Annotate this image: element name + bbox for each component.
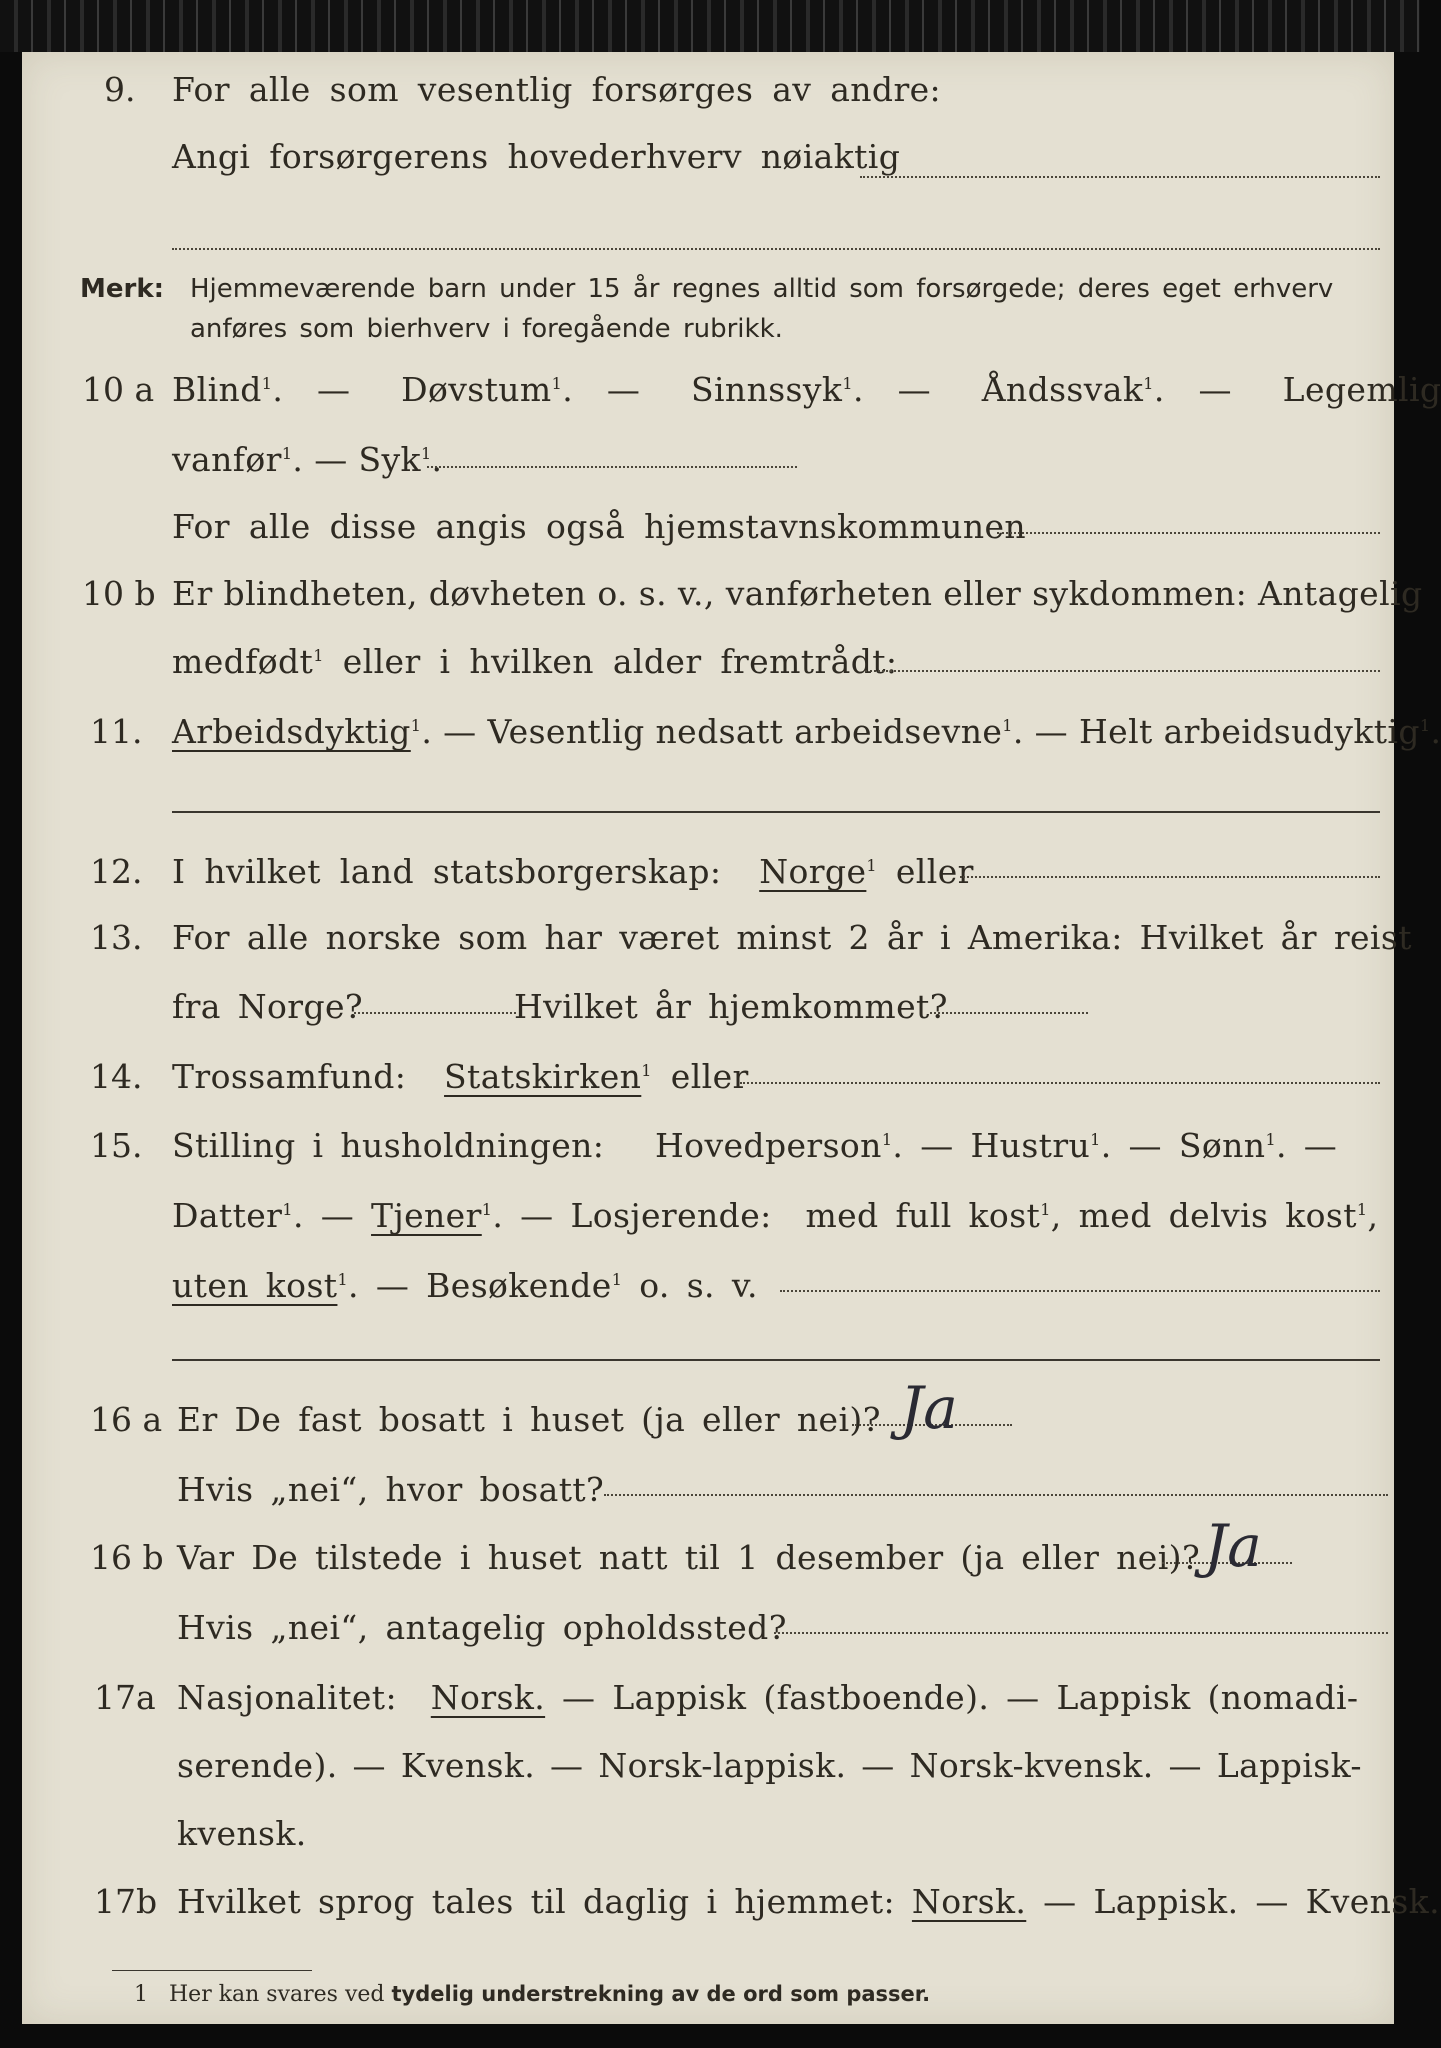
option-lappisk-nomadiserende[interactable]: Lappisk (nomadi- [1056,1678,1359,1717]
q9-line1: For alle som vesentlig forsørges av andre: [172,70,942,109]
option-sonn[interactable]: Sønn [1178,1126,1266,1165]
q16b-location-line[interactable] [774,1632,1388,1634]
option-vanfor[interactable]: vanfør [172,440,282,479]
q17a-line3: kvensk. [177,1814,307,1853]
q17a-line2: serende). — Kvensk. — Norsk-lappisk. — Norsk-kvensk. — Lappisk- [177,1746,1362,1785]
q13-year-returned-line[interactable] [930,1012,1088,1014]
q10a-number: 10 a [82,370,155,409]
q10a-line3: For alle disse angis også hjemstavnskommunen [172,507,1027,546]
footnote-mark: 1 [134,1982,148,2007]
q12-answer-line[interactable] [960,876,1380,878]
q12-number: 12. [90,852,143,891]
option-norsk-kvensk[interactable]: Norsk-kvensk. [909,1746,1154,1785]
q13-line1: For alle norske som har været minst 2 år i Amerika: Hvilket år reist [172,918,1412,957]
footnote: 1 Her kan svares ved tydelig understrekning av de ord som passer. [134,1982,931,2007]
q16b-line1: Var De tilstede i huset natt til 1 desember (ja eller nei)? [177,1538,1201,1577]
q15-number: 15. [90,1126,143,1165]
option-arbeidsudyktig[interactable]: Helt arbeidsudyktig [1078,712,1420,751]
q16b-line2: Hvis „nei“, antagelig opholdssted? [177,1608,787,1647]
option-norsk[interactable]: Norsk. [430,1678,546,1717]
q9-answer-line-2[interactable] [172,248,1380,250]
option-blind[interactable]: Blind [172,370,262,409]
merk-label: Merk: [80,274,165,304]
option-tjener[interactable]: Tjener [371,1196,482,1235]
q16b-handwritten-answer[interactable]: Ja [1204,1512,1262,1580]
q15-line1: Stilling i husholdningen: Hovedperson$^1$. — Hustru$^1$. — Sønn$^1$. — [172,1126,1338,1165]
q15-answer-line[interactable] [780,1290,1380,1292]
option-besokende[interactable]: Besøkende [426,1266,612,1305]
q11-rule [172,811,1380,813]
option-datter[interactable]: Datter [172,1196,283,1235]
option-hustru[interactable]: Hustru [970,1126,1091,1165]
option-legemlig[interactable]: Legemlig [1282,370,1441,409]
q10b-answer-line[interactable] [865,670,1380,672]
q16a-number: 16 a [90,1400,163,1439]
q13-year-left-line[interactable] [354,1012,516,1014]
q15-line2: Datter$^1$. — Tjener$^1$. — Losjerende: med full kost$^1$, med delvis kost$^1$, [172,1196,1379,1235]
footnote-emphasis: tydelig understrekning av de ord som passer. [391,1982,931,2006]
option-medfodt[interactable]: medfødt [172,642,314,681]
q17b-line: Hvilket sprog tales til daglig i hjemmet: Norsk. — Lappisk. — Kvensk. [177,1882,1440,1921]
q16a-line1: Er De fast bosatt i huset (ja eller nei)? [177,1400,881,1439]
q16b-number: 16 b [90,1538,164,1577]
option-sprog-kvensk[interactable]: Kvensk. [1305,1882,1440,1921]
q17a-number: 17a [94,1678,156,1717]
option-sprog-norsk[interactable]: Norsk. [911,1882,1027,1921]
q14-number: 14. [90,1057,143,1096]
option-norge[interactable]: Norge [759,852,867,891]
merk-line2: anføres som bierhverv i foregående rubrikk. [190,314,783,344]
footnote-rule [112,1970,312,1971]
q10a-answer-line[interactable] [427,466,797,468]
option-lappisk-fastboende[interactable]: Lappisk (fastboende). [612,1678,990,1717]
option-nedsatt-arbeidsevne[interactable]: Vesentlig nedsatt arbeidsevne [487,712,1003,751]
q10b-line2: medfødt$^1$ eller i hvilken alder fremtrådt: [172,642,898,681]
q10b-line1: Er blindheten, døvheten o. s. v., vanførheten eller sykdommen: Antagelig [172,574,1423,613]
q10a-hometown-line[interactable] [997,532,1380,534]
q10b-number: 10 b [82,574,156,613]
option-dovstum[interactable]: Døvstum [401,370,552,409]
option-statskirken[interactable]: Statskirken [444,1057,642,1096]
q11-number: 11. [90,712,143,751]
option-hovedperson[interactable]: Hovedperson [655,1126,882,1165]
option-kvensk[interactable]: Kvensk. [400,1746,536,1785]
option-uten-kost[interactable]: uten kost [172,1266,338,1305]
q16a-handwritten-answer[interactable]: Ja [900,1374,958,1442]
q14-line: Trossamfund: Statskirken$^1$ eller [172,1057,749,1096]
option-norsk-lappisk[interactable]: Norsk-lappisk. [598,1746,847,1785]
q17b-number: 17b [94,1882,158,1921]
option-sinnssyk[interactable]: Sinnssyk [690,370,843,409]
q10a-line2: vanfør$^1$. — Syk$^1$. [172,440,443,479]
option-arbeidsdyktig[interactable]: Arbeidsdyktig [172,712,411,751]
q16a-line2: Hvis „nei“, hvor bosatt? [177,1470,605,1509]
q10a-line1: Blind$^1$. — Døvstum$^1$. — Sinnssyk$^1$. — Åndssvak$^1$. — Legemlig [172,370,1441,409]
option-andssvak[interactable]: Åndssvak [981,370,1144,409]
option-syk[interactable]: Syk [358,440,421,479]
q15-rule [172,1359,1380,1361]
option-lappisk-kvensk[interactable]: Lappisk- [1216,1746,1362,1785]
q14-answer-line[interactable] [740,1082,1380,1084]
q9-line2: Angi forsørgerens hovederhverv nøiaktig [172,137,901,176]
option-sprog-lappisk[interactable]: Lappisk. [1093,1882,1239,1921]
q16a-residence-line[interactable] [604,1494,1388,1496]
merk-line1: Hjemmeværende barn under 15 år regnes alltid som forsørgede; deres eget erhverv [190,274,1334,304]
q13-line2b: Hvilket år hjemkommet? [514,987,948,1026]
q17a-line1: Nasjonalitet: Norsk. — Lappisk (fastboende). — Lappisk (nomadi- [177,1678,1359,1717]
q9-answer-line[interactable] [860,176,1380,178]
option-med-full-kost[interactable]: med full kost [805,1196,1041,1235]
q12-line: I hvilket land statsborgerskap: Norge$^1$ eller [172,852,974,891]
q9-number: 9. [104,70,136,109]
q15-line3: uten kost$^1$. — Besøkende$^1$ o. s. v. [172,1266,758,1305]
q13-line2a: fra Norge? [172,987,364,1026]
q11-line1: Arbeidsdyktig$^1$. — Vesentlig nedsatt arbeidsevne$^1$. — Helt arbeidsudyktig$^1$. [172,712,1441,751]
q13-number: 13. [90,918,143,957]
census-form-page [22,52,1441,2024]
option-med-delvis-kost[interactable]: med delvis kost [1078,1196,1357,1235]
scan-top-edge [0,0,1420,52]
